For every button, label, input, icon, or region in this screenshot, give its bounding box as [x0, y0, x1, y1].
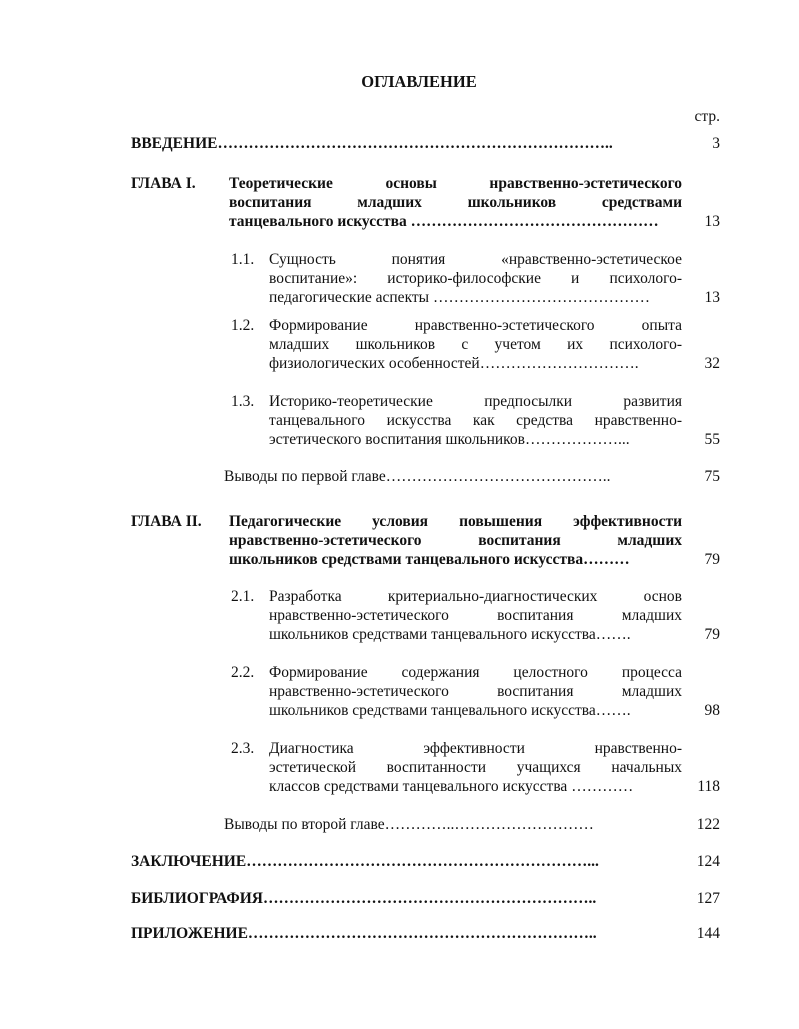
section-2-1-line-3: школьников средствами танцевального искусства…….: [269, 626, 631, 643]
toc-entry-conclusions-chapter-1: Выводы по первой главе……………………………………..: [224, 468, 611, 485]
section-2-3-line-3: классов средствами танцевального искусства …………: [269, 778, 634, 795]
page-title: ОГЛАВЛЕНИЕ: [361, 72, 477, 91]
toc-page-section-2-1: 79: [704, 626, 720, 643]
section-2-2-line-1: Формирование содержания целостного процесса: [269, 664, 682, 681]
toc-page-appendix: 144: [696, 925, 720, 942]
toc-entry-conclusion: ЗАКЛЮЧЕНИЕ…………………………………………………………...: [131, 853, 599, 870]
section-1-1-number: 1.1.: [231, 251, 255, 268]
section-2-3-line-1: Диагностика эффективности нравственно-: [269, 740, 682, 757]
section-1-3-line-3: эстетического воспитания школьников………………...: [269, 431, 630, 448]
section-2-1-line-2: нравственно-эстетического воспитания младших: [269, 607, 682, 624]
chapter-2-title-line-3: школьников средствами танцевального искусства………: [229, 551, 630, 568]
chapter-2-title-line-2: нравственно-эстетического воспитания младших: [229, 532, 682, 549]
toc-entry-introduction: ВВЕДЕНИЕ…………………………………………………………………..: [131, 135, 613, 152]
toc-page-bibliography: 127: [696, 890, 720, 907]
section-2-3-line-2: эстетической воспитанности учащихся начальных: [269, 759, 682, 776]
toc-page-section-2-2: 98: [704, 702, 720, 719]
section-2-2-line-2: нравственно-эстетического воспитания младших: [269, 683, 682, 700]
page-column-header: стр.: [694, 108, 720, 125]
section-2-2-line-3: школьников средствами танцевального искусства…….: [269, 702, 631, 719]
toc-page-section-2-3: 118: [697, 778, 720, 795]
section-1-3-line-1: Историко-теоретические предпосылки развития: [269, 393, 682, 410]
toc-page-chapter-1: 13: [704, 213, 720, 230]
toc-page-section-1-1: 13: [704, 289, 720, 306]
section-2-2-number: 2.2.: [231, 664, 255, 681]
toc-page-conclusion: 124: [696, 853, 720, 870]
chapter-1-title-line-3: танцевального искусства …………………………………………: [229, 213, 659, 230]
toc-page-section-1-2: 32: [704, 355, 720, 372]
chapter-1-label: ГЛАВА I.: [131, 175, 196, 192]
toc-page-conclusions-chapter-1: 75: [704, 468, 720, 485]
section-1-3-line-2: танцевального искусства как средства нравственно-: [269, 412, 682, 429]
section-2-1-line-1: Разработка критериально-диагностических основ: [269, 588, 682, 605]
toc-entry-bibliography: БИБЛИОГРАФИЯ………………………………………………………..: [131, 890, 597, 907]
section-1-2-number: 1.2.: [231, 317, 255, 334]
toc-page-section-1-3: 55: [704, 431, 720, 448]
toc-page-chapter-2: 79: [704, 551, 720, 568]
section-2-3-number: 2.3.: [231, 740, 255, 757]
section-1-2-line-3: физиологических особенностей………………………….: [269, 355, 639, 372]
chapter-2-title-line-1: Педагогические условия повышения эффективности: [229, 513, 682, 530]
section-1-2-line-1: Формирование нравственно-эстетического опыта: [269, 317, 682, 334]
section-2-1-number: 2.1.: [231, 588, 255, 605]
section-1-1-line-3: педагогические аспекты ……………………………………: [269, 289, 650, 306]
chapter-1-title-line-1: Теоретические основы нравственно-эстетического: [229, 175, 682, 192]
toc-entry-conclusions-chapter-2: Выводы по второй главе…………..………………………: [224, 816, 594, 833]
section-1-1-line-2: воспитание»: историко-философские и психолого-: [269, 270, 682, 287]
chapter-1-title-line-2: воспитания младших школьников средствами: [229, 194, 682, 211]
section-1-2-line-2: младших школьников с учетом их психолого-: [269, 336, 682, 353]
toc-entry-appendix: ПРИЛОЖЕНИЕ…………………………………………………………..: [131, 925, 597, 942]
toc-page-introduction: 3: [712, 135, 720, 152]
chapter-2-label: ГЛАВА II.: [131, 513, 202, 530]
section-1-3-number: 1.3.: [231, 393, 255, 410]
section-1-1-line-1: Сущность понятия «нравственно-эстетическое: [269, 251, 682, 268]
toc-page-conclusions-chapter-2: 122: [696, 816, 720, 833]
